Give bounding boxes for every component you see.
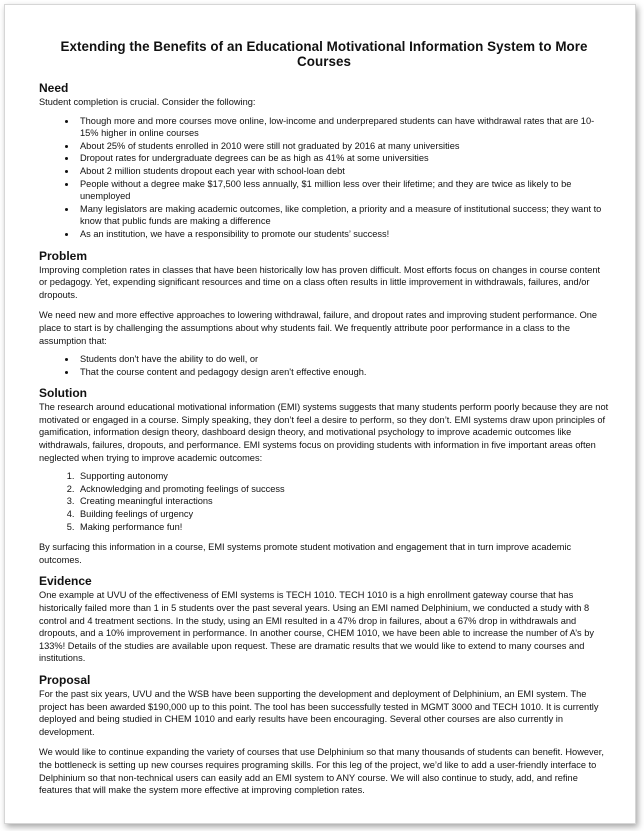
proposal-paragraph-2: We would like to continue expanding the variety of courses that use Delphinium so that many thousands of students can benefit. However, the bottleneck is setting up new courses requires programing skills. For this leg of the project, we’d like to add a user-friendly interface to Delphinium so that non-technical users can easily add an EMI system to ANY course. We will also continue to study, add, and refine features that will make the system more effective at improving completion rates. [39,747,604,796]
need-intro: Student completion is crucial. Consider the following: [39,97,256,107]
proposal-heading: Proposal [39,672,91,687]
list-item: 1. Supporting autonomy [77,470,609,483]
list-item: • Though more and more courses move online, low-income and underprepared students can have withdrawal rates that are 10-15% higher in online courses [77,115,609,140]
need-heading: Need [39,81,69,95]
problem-section [39,249,609,379]
list-item: • About 25% of students enrolled in 2010 were still not graduated by 2016 at many universities [77,140,609,153]
solution-heading: Solution [39,386,87,401]
list-item: • Many legislators are making academic outcomes, like completion, a priority and a measure of institutional success; they want to know that public funds are making a difference [77,203,609,228]
problem-heading: Problem [39,248,88,263]
list-item: 4. Building feelings of urgency [77,508,609,521]
list-item: • Students don't have the ability to do well, or [77,353,609,366]
list-item: • That the course content and pedagogy design aren't effective enough. [77,366,609,379]
evidence-paragraph: One example at UVU of the effectiveness of EMI systems is TECH 1010. TECH 1010 is a high enrollment gateway course that has historically failed more than 1 in 5 students over the past several years. Using an EMI named Delphinium, we conducted a study with 8 control and 4 treatment sections. In the study, using an EMI resulted in a 47% drop in failures, about a 67% drop in withdrawals and dropouts, and a 10% improvement in performance. In another course, CHEM 1010, we have been able to increase the number of A’s by 133%! Details of the studies are available upon request. These are dramatic results that we would like to extend to many courses and institutions. [39,590,594,664]
need-bullet-list [39,115,609,241]
solution-numbered-list [39,470,609,533]
list-item: 5. Making performance fun! [77,521,609,534]
list-item: • About 2 million students dropout each year with school-loan debt [77,165,609,178]
solution-paragraph-1: The research around educational motivational information (EMI) systems suggests that many students perform poorly because they are not motivated or engaged in a course. Simply speaking, they don’t feel a desire to perform, so they don’t. EMI systems draw upon principles of gamification, information design theory, dashboard design theory, and motivational psychology to improve academic outcomes like withdrawals, failures, dropouts, and performance. EMI systems focus on providing students with information in five important areas often neglected when trying to improve academic outcomes: [39,402,609,463]
document-page [4,4,636,824]
evidence-section [39,574,609,665]
evidence-heading: Evidence [39,574,92,589]
problem-bullet-list [39,353,609,378]
document-title: Extending the Benefits of an Educational Motivational Information System to More Courses [60,39,588,69]
problem-paragraph-1: Improving completion rates in classes that have been historically low has proven difficult. Most efforts focus on changes in course content or pedagogy. Yet, expending significant resources and time on a class often results in little improvement in withdrawals, failures, and/or dropouts. [39,264,601,300]
proposal-section [39,673,609,797]
solution-section [39,386,609,566]
proposal-paragraph-1: For the past six years, UVU and the WSB have been supporting the development and deployment of Delphinium, an EMI system. The project has been awarded $190,000 up to this point. The tool has been successfully tested in MGMT 3000 and TECH 1010. It is currently deployed and being studied in CHEM 1010 and early results have been encouraging. Several other courses are also currently in development. [39,688,599,737]
problem-paragraph-2: We need new and more effective approaches to lowering withdrawal, failure, and dropout rates and improving student performance. One place to start is by challenging the assumptions about why students fail. We frequently attribute poor performance in a class to the assumption that: [39,310,598,346]
list-item: • People without a degree make $17,500 less annually, $1 million less over their lifetime; and they are twice as likely to be unemployed [77,178,609,203]
list-item: 3. Creating meaningful interactions [77,495,609,508]
list-item: • As an institution, we have a responsibility to promote our students’ success! [77,228,609,241]
list-item: • Dropout rates for undergraduate degrees can be as high as 41% at some universities [77,152,609,165]
solution-paragraph-2: By surfacing this information in a course, EMI systems promote student motivation and engagement that in turn improve academic outcomes. [39,542,572,565]
list-item: 2. Acknowledging and promoting feelings of success [77,483,609,496]
need-section [39,81,609,241]
